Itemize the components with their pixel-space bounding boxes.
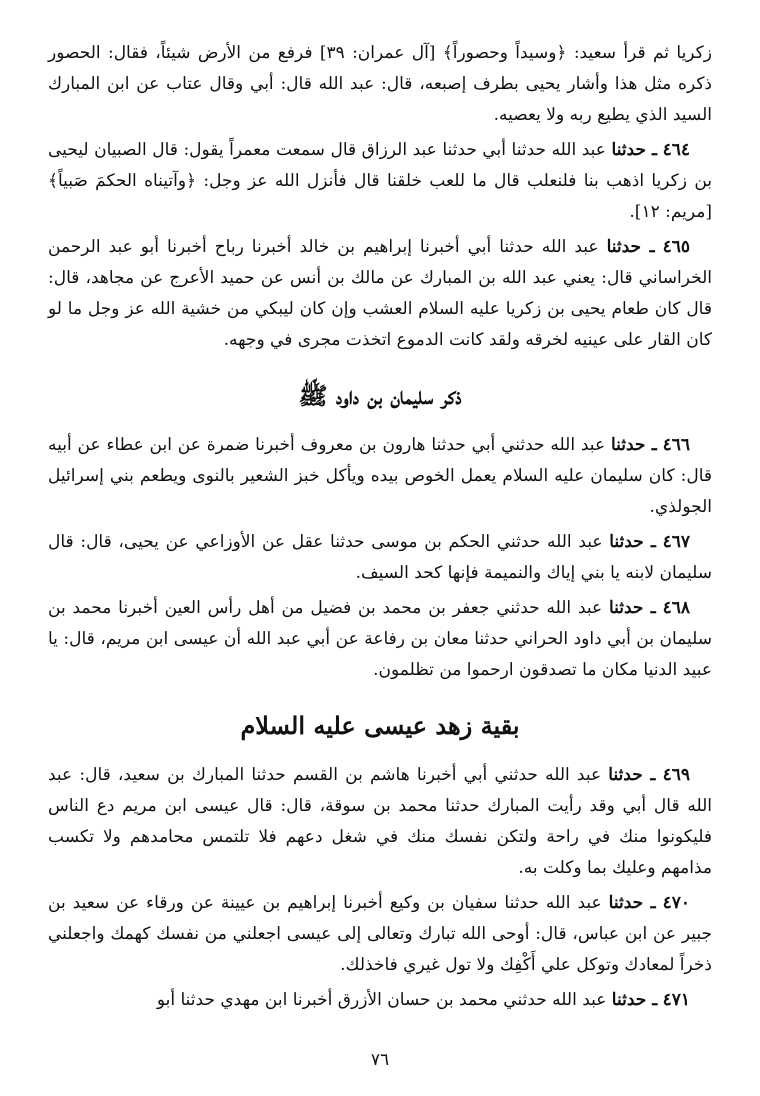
hadith-lead: حدثنا	[611, 140, 646, 160]
hadith-text: عبد الله حدثنا أبي أخبرنا إبراهيم بن خالد أخبرنا رباح أخبرنا أبو عبد الرحمن الخراساني قال: يعني عبد الله بن المبارك عن مالك بن أنس عن حميد الأعرج عن مجاهد، قال: قال كان طعام يحيى بن زكريا عليه السلام العشب وإن كان ليبكي من خشية الله عز وجل ما لو كان القار على عينيه لخرقه ولقد كانت الدموع اتخذت مجرى في وجهه.	[48, 237, 712, 350]
hadith-text: عبد الله حدثني جعفر بن محمد بن فضيل من أهل رأس العين أخبرنا محمد بن سليمان بن أبي داود الحراني حدثنا معان بن رفاعة عن أبي عبد الله أن عيسى ابن مريم، قال: يا عبيد الدنيا مكان ما تصدقون ارحموا من تظلمون.	[48, 598, 712, 680]
hadith-text: عبد الله حدثني محمد بن حسان الأزرق أخبرنا ابن مهدي حدثنا أبو	[156, 990, 607, 1010]
hadith-465: ٤٦٥ ـ حدثنا عبد الله حدثنا أبي أخبرنا إبراهيم بن خالد أخبرنا رباح أخبرنا أبو عبد الرحمن الخراساني قال: يعني عبد الله بن المبارك عن مالك بن أنس عن حميد الأعرج عن مجاهد، قال: قال كان طعام يحيى بن زكريا عليه السلام العشب وإن كان ليبكي من خشية الله عز وجل ما لو كان القار على عينيه لخرقه ولقد كانت الدموع اتخذت مجرى في وجهه.	[48, 237, 712, 350]
hadith-470: ٤٧٠ ـ حدثنا عبد الله حدثنا سفيان بن وكيع أخبرنا إبراهيم بن عيينة عن ورقاء عن سعيد بن جبير عن ابن عباس، قال: أوحى الله تبارك وتعالى إلى عيسى اجعلني من نفسك كهمك واجعلني ذخراً لمعادك وتوكل علي أَكْفِك ولا تول غيري فاخذلك.	[48, 893, 712, 975]
hadith-467: ٤٦٧ ـ حدثنا عبد الله حدثني الحكم بن موسى حدثنا عقل عن الأوزاعي عن يحيى، قال: قال سليمان لابنه يا بني إياك والنميمة فإنها كحد السيف.	[48, 532, 712, 583]
hadith-number: ٤٧١	[662, 990, 690, 1010]
hadith-text: عبد الله حدثنا أبي حدثنا عبد الرزاق قال سمعت معمراً يقول: قال الصبيان ليحيى بن زكريا اذهب بنا فلنعلب قال ما للعب خلقنا قال فأنزل الله عز وجل: ﴿وآتيناه الحكمَ صَبياً﴾ [مريم: ١٢].	[48, 140, 712, 222]
hadith-number: ٤٦٥	[662, 237, 690, 257]
hadith-464: ٤٦٤ ـ حدثنا عبد الله حدثنا أبي حدثنا عبد الرزاق قال سمعت معمراً يقول: قال الصبيان ليحيى بن زكريا اذهب بنا فلنعلب قال ما للعب خلقنا قال فأنزل الله عز وجل: ﴿وآتيناه الحكمَ صَبياً﴾ [مريم: ١٢].	[48, 140, 712, 222]
hadith-471: ٤٧١ ـ حدثنا عبد الله حدثني محمد بن حسان الأزرق أخبرنا ابن مهدي حدثنا أبو	[156, 990, 690, 1010]
paragraph-intro: زكريا ثم قرأ سعيد: ﴿وسيداً وحصوراً﴾ [آل عمران: ٣٩] فرفع من الأرض شيئاً، فقال: الحصور ذكره مثل هذا وأشار يحيى بطرف إصبعه، قال: عبد الله قال: أبي وقال عتاب عن ابن المبارك السيد الذي يطيع ربه ولا يعصيه.	[48, 43, 712, 125]
hadith-number: ٤٦٩	[662, 765, 690, 785]
hadith-number: ٤٦٧	[662, 532, 691, 552]
hadith-number: ٤٦٦	[662, 435, 691, 455]
hadith-lead: حدثنا	[611, 990, 647, 1010]
hadith-text: عبد الله حدثني أبي أخبرنا هاشم بن القسم حدثنا المبارك بن سعيد، قال: عبد الله قال أبي وقد رأيت المبارك حدثنا محمد بن سوقة، قال: قال عيسى ابن مريم دع الناس فليكونوا منك في راحة ولتكن نفسك منك في شغل دعهم فلا تلتمس محامدهم ولا تكسب مذامهم وعليك بما وكلت به.	[48, 765, 712, 878]
hadith-469: ٤٦٩ ـ حدثنا عبد الله حدثني أبي أخبرنا هاشم بن القسم حدثنا المبارك بن سعيد، قال: عبد الله قال أبي وقد رأيت المبارك حدثنا محمد بن سوقة، قال: قال عيسى ابن مريم دع الناس فليكونوا منك في راحة ولتكن نفسك منك في شغل دعهم فلا تلتمس محامدهم ولا تكسب مذامهم وعليك بما وكلت به.	[48, 765, 712, 878]
hadith-lead: حدثنا	[609, 532, 644, 552]
hadith-text: عبد الله حدثني الحكم بن موسى حدثنا عقل عن الأوزاعي عن يحيى، قال: قال سليمان لابنه يا بني إياك والنميمة فإنها كحد السيف.	[48, 532, 712, 583]
hadith-text: عبد الله حدثنا سفيان بن وكيع أخبرنا إبراهيم بن عيينة عن ورقاء عن سعيد بن جبير عن ابن عباس، قال: أوحى الله تبارك وتعالى إلى عيسى اجعلني من نفسك كهمك واجعلني ذخراً لمعادك وتوكل علي أَكْفِك ولا تول غيري فاخذلك.	[48, 893, 712, 975]
hadith-number: ٤٧٠	[662, 893, 691, 913]
section-heading-isa: بقية زهد عيسى عليه السلام	[240, 711, 520, 740]
hadith-lead: حدثنا	[608, 598, 644, 618]
hadith-number: ٤٦٨	[662, 598, 691, 618]
hadith-468: ٤٦٨ ـ حدثنا عبد الله حدثني جعفر بن محمد بن فضيل من أهل رأس العين أخبرنا محمد بن سليمان بن أبي داود الحراني حدثنا معان بن رفاعة عن أبي عبد الله أن عيسى ابن مريم، قال: يا عبيد الدنيا مكان ما تصدقون ارحموا من تظلمون.	[48, 598, 712, 680]
hadith-number: ٤٦٤	[662, 140, 690, 160]
section-heading-sulayman: ذكر سليمان بن داود ﷺ	[298, 381, 462, 410]
hadith-lead: حدثنا	[608, 765, 643, 785]
document-page	[48, 38, 712, 1020]
hadith-lead: حدثنا	[606, 237, 642, 257]
hadith-text: عبد الله حدثني أبي حدثنا هارون بن معروف أخبرنا ضمرة عن ابن عطاء عن أبيه قال: كان سليمان عليه السلام يعمل الخوص بيده ويأكل خبز الشعير بالنوى ويطعم بني إسرائيل الجولذي.	[48, 435, 712, 517]
hadith-lead: حدثنا	[608, 893, 644, 913]
hadith-466: ٤٦٦ ـ حدثنا عبد الله حدثني أبي حدثنا هارون بن معروف أخبرنا ضمرة عن ابن عطاء عن أبيه قال: كان سليمان عليه السلام يعمل الخوص بيده ويأكل خبز الشعير بالنوى ويطعم بني إسرائيل الجولذي.	[48, 435, 712, 517]
hadith-lead: حدثنا	[610, 435, 646, 455]
page-number: ٧٦	[370, 1050, 390, 1070]
